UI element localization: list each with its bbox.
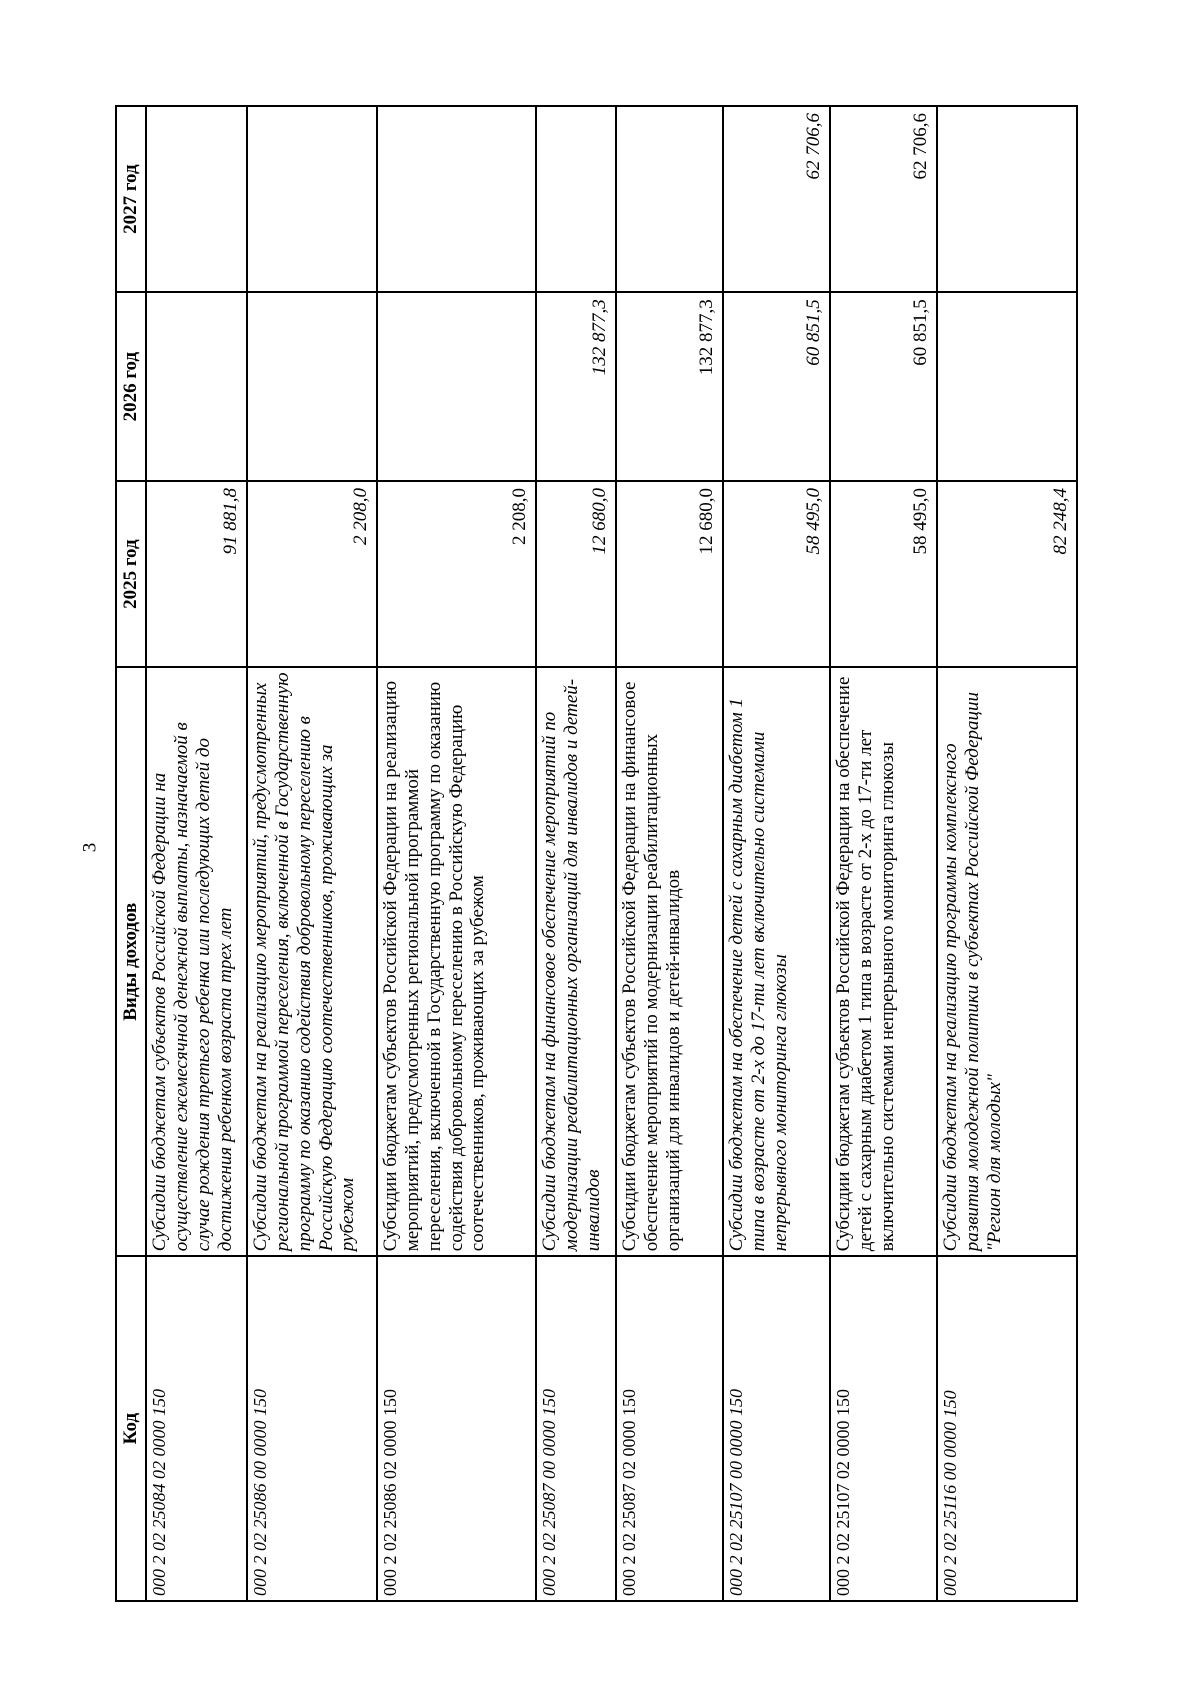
header-code: Код xyxy=(116,1256,146,1601)
row-value-2026: 60 851,5 xyxy=(723,292,830,481)
header-2027: 2027 год xyxy=(116,106,146,292)
header-2025: 2025 год xyxy=(116,481,146,667)
row-name: Субсидии бюджетам субъектов Российской Федерации на реализацию мероприятий, предусмотренных региональной программой переселения, включенной в Государственную программу по оказанию содействия добровольному переселению в Российскую Федерацию соотечественников, проживающих за рубежом xyxy=(377,667,536,1256)
table-row xyxy=(146,106,247,1601)
table-row xyxy=(723,106,830,1601)
row-value-2027 xyxy=(377,106,536,292)
row-code: 000 2 02 25107 02 0000 150 xyxy=(830,1256,937,1601)
row-value-2026 xyxy=(146,292,247,481)
row-code: 000 2 02 25086 00 0000 150 xyxy=(247,1256,377,1601)
row-code: 000 2 02 25087 02 0000 150 xyxy=(616,1256,723,1601)
row-name: Субсидии бюджетам на финансовое обеспечение мероприятий по модернизации реабилитационных организаций для инвалидов и детей-инвалидов xyxy=(536,667,616,1256)
header-name: Виды доходов xyxy=(116,667,146,1256)
row-value-2025: 58 495,0 xyxy=(723,481,830,667)
row-code: 000 2 02 25084 02 0000 150 xyxy=(146,1256,247,1601)
row-value-2025: 2 208,0 xyxy=(247,481,377,667)
row-value-2026: 132 877,3 xyxy=(536,292,616,481)
row-code: 000 2 02 25107 00 0000 150 xyxy=(723,1256,830,1601)
row-value-2027 xyxy=(536,106,616,292)
revenue-table xyxy=(115,105,1078,1602)
table-row xyxy=(830,106,937,1601)
row-value-2027 xyxy=(146,106,247,292)
row-value-2026: 132 877,3 xyxy=(616,292,723,481)
page-number: 3 xyxy=(79,842,101,853)
row-name: Субсидии бюджетам на реализацию программы комплексного развития молодежной политики в субъектах Российской Федерации "Регион для молодых" xyxy=(937,667,1077,1256)
row-value-2026 xyxy=(377,292,536,481)
row-code: 000 2 02 25116 00 0000 150 xyxy=(937,1256,1077,1601)
table-row xyxy=(377,106,536,1601)
table-row xyxy=(536,106,616,1601)
row-name: Субсидии бюджетам субъектов Российской Федерации на осуществление ежемесячной денежной выплаты, назначаемой в случае рождения третьего ребенка или последующих детей до достижения ребенком возраста трех лет xyxy=(146,667,247,1256)
row-value-2027: 62 706,6 xyxy=(830,106,937,292)
table-row xyxy=(247,106,377,1601)
row-value-2027: 62 706,6 xyxy=(723,106,830,292)
table-row xyxy=(937,106,1077,1601)
row-value-2026: 60 851,5 xyxy=(830,292,937,481)
header-2026: 2026 год xyxy=(116,292,146,481)
rotated-table-frame xyxy=(115,105,1076,1602)
row-name: Субсидии бюджетам на реализацию мероприятий, предусмотренных региональной программой переселения, включенной в Государственную программу по оказанию содействия добровольному переселению в Российскую Федерацию соотечественников, проживающих за рубежом xyxy=(247,667,377,1256)
row-value-2025: 82 248,4 xyxy=(937,481,1077,667)
row-value-2026 xyxy=(247,292,377,481)
row-value-2026 xyxy=(937,292,1077,481)
row-value-2027 xyxy=(247,106,377,292)
row-value-2027 xyxy=(937,106,1077,292)
row-value-2025: 2 208,0 xyxy=(377,481,536,667)
row-value-2027 xyxy=(616,106,723,292)
row-value-2025: 12 680,0 xyxy=(536,481,616,667)
row-value-2025: 58 495,0 xyxy=(830,481,937,667)
table-row xyxy=(616,106,723,1601)
row-code: 000 2 02 25086 02 0000 150 xyxy=(377,1256,536,1601)
row-name: Субсидии бюджетам субъектов Российской Федерации на обеспечение детей с сахарным диабетом 1 типа в возрасте от 2-х до 17-ти лет включительно системами непрерывного мониторинга глюкозы xyxy=(830,667,937,1256)
row-code: 000 2 02 25087 00 0000 150 xyxy=(536,1256,616,1601)
row-value-2025: 12 680,0 xyxy=(616,481,723,667)
row-value-2025: 91 881,8 xyxy=(146,481,247,667)
table-header-row xyxy=(116,106,146,1601)
row-name: Субсидии бюджетам субъектов Российской Федерации на финансовое обеспечение мероприятий по модернизации реабилитационных организаций для инвалидов и детей-инвалидов xyxy=(616,667,723,1256)
row-name: Субсидии бюджетам на обеспечение детей с сахарным диабетом 1 типа в возрасте от 2-х до 17-ти лет включительно системами непрерывного мониторинга глюкозы xyxy=(723,667,830,1256)
table-container xyxy=(115,105,1076,1602)
